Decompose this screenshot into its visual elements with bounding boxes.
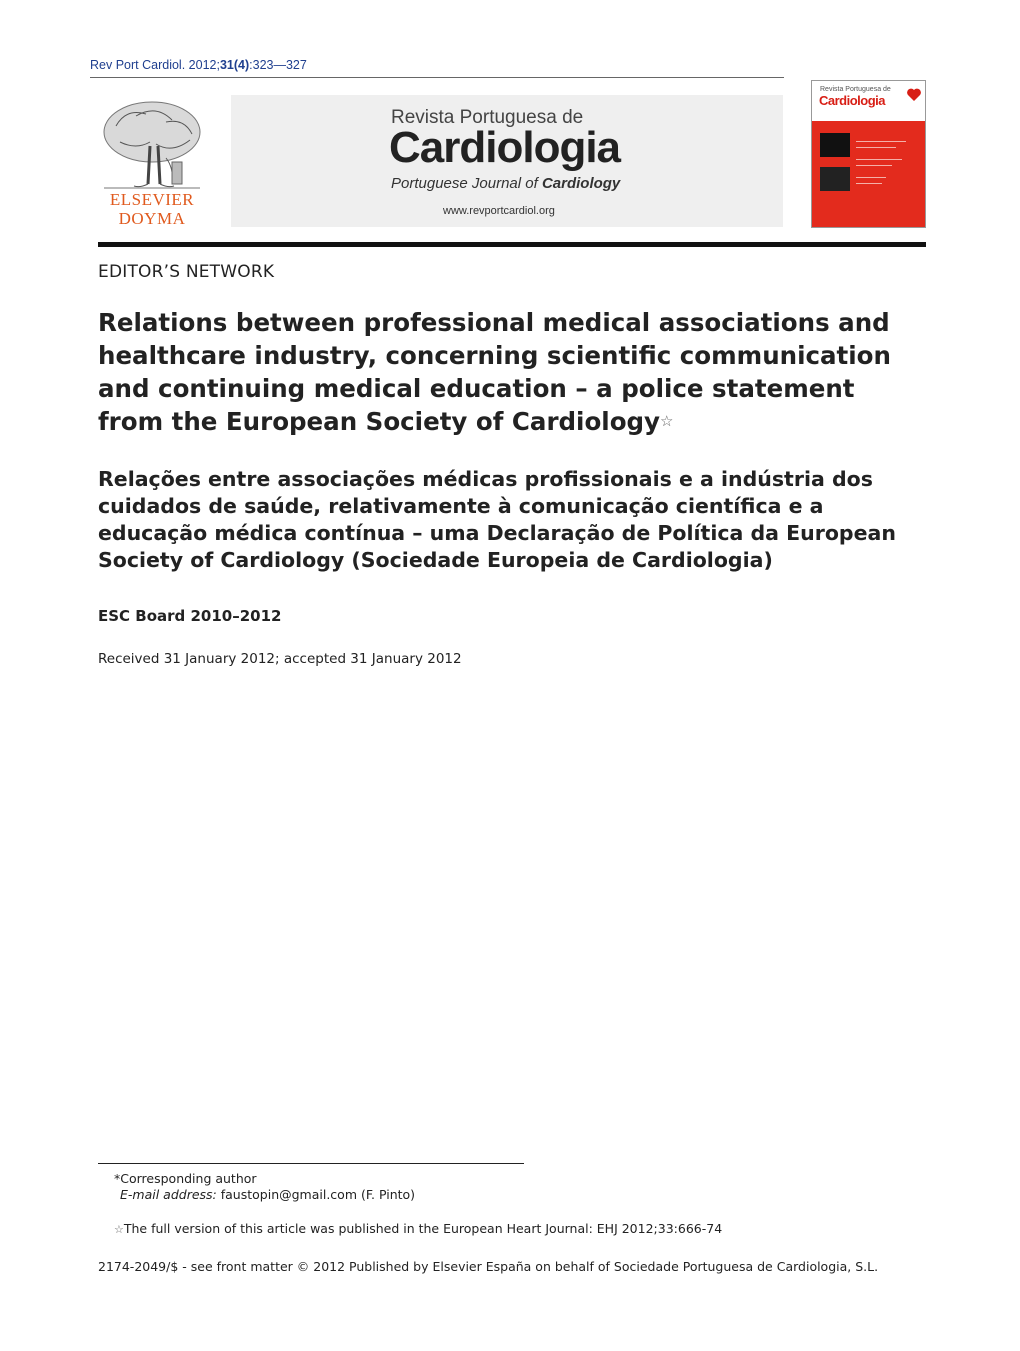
title-en-text: Relations between professional medical associations and healthcare industry, concerning scientific communication and continuing medical education – a police statement from the European Society of Cardiology (98, 308, 891, 436)
footnote-corresponding-author: *Corresponding author (114, 1171, 257, 1186)
journal-url[interactable]: www.revportcardiol.org (443, 205, 555, 217)
masthead-subtitle-bold: Cardiology (541, 175, 621, 192)
article-authors: ESC Board 2010–2012 (98, 607, 282, 625)
article-title-english (98, 306, 898, 438)
cover-text-line (856, 183, 882, 184)
footnote-full-version (114, 1221, 722, 1236)
journal-cover-thumbnail (811, 80, 926, 228)
journal-citation (90, 58, 307, 72)
masthead-title: Cardiologia (389, 123, 621, 172)
publisher-name (96, 190, 208, 228)
masthead-divider (98, 242, 926, 247)
citation-journal: Rev Port Cardiol. (90, 58, 186, 72)
masthead-subtitle (391, 175, 620, 192)
citation-pages: :323—327 (249, 58, 307, 72)
publisher-line2: DOYMA (118, 209, 186, 228)
footnote-email (120, 1187, 415, 1202)
section-label: EDITOR’S NETWORK (98, 262, 275, 282)
masthead-subtitle-prefix: Portuguese Journal of (391, 175, 542, 192)
title-footnote-marker[interactable]: ☆ (660, 412, 674, 430)
cover-title: Cardiologia (819, 93, 886, 108)
cover-text-line (856, 141, 906, 142)
copyright-line: 2174-2049/$ - see front matter © 2012 Published by Elsevier España on behalf of Sociedade Portuguesa de Cardiologia, S.L. (98, 1259, 879, 1274)
email-value[interactable]: faustopin@gmail.com (F. Pinto) (216, 1187, 416, 1202)
cover-image-echo (820, 133, 850, 157)
cover-text-line (856, 165, 892, 166)
journal-masthead (231, 95, 783, 227)
heart-icon (906, 87, 922, 103)
header-rule (90, 77, 784, 78)
cover-text-line (856, 177, 886, 178)
footnote-rule (98, 1163, 524, 1164)
cover-text-line (856, 147, 896, 148)
cover-pre-title: Revista Portuguesa de (820, 86, 891, 93)
email-label: E-mail address: (120, 1187, 217, 1202)
cover-text-line (856, 159, 902, 160)
masthead-pre-title: Revista Portuguesa de (391, 107, 584, 128)
article-title-portuguese: Relações entre associações médicas profissionais e a indústria dos cuidados de saúde, relativamente à comunicação científica e a educação médica contínua – uma Declaração de Política da European Society of Cardiology (Sociedade Europeia de Cardiologia) (98, 467, 896, 572)
citation-volume: 31(4) (219, 58, 250, 72)
article-received-dates: Received 31 January 2012; accepted 31 January 2012 (98, 651, 462, 667)
publisher-line1: ELSEVIER (109, 190, 195, 209)
full-version-marker: ☆ (114, 1223, 124, 1236)
citation-year: 2012; (188, 58, 220, 72)
cover-image-scan (820, 167, 850, 191)
full-version-text: The full version of this article was published in the European Heart Journal: EHJ 2012;33:666-74 (123, 1221, 723, 1236)
